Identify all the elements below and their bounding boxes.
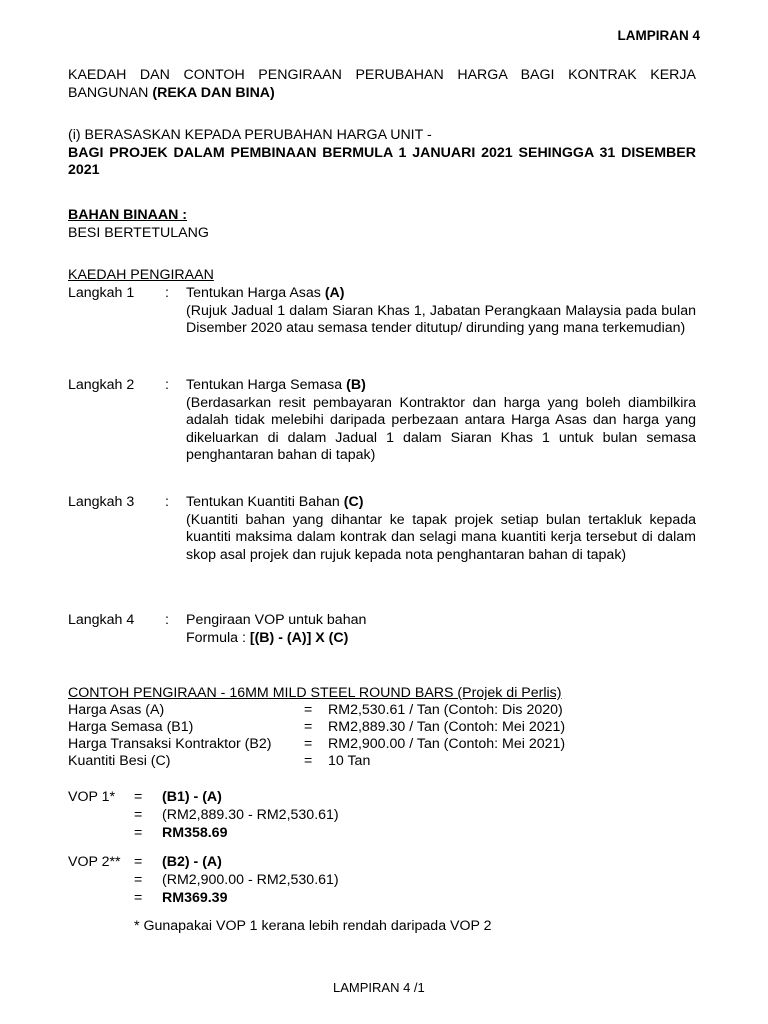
- example-equals: =: [304, 719, 313, 735]
- example-heading: CONTOH PENGIRAAN - 16MM MILD STEEL ROUND BARS (Projek di Perlis): [68, 685, 562, 701]
- vop-2-calculation: [68, 854, 696, 908]
- section-i: [68, 127, 696, 180]
- example-key: Harga Semasa (B1): [68, 719, 194, 735]
- section-i-line1: (i) BERASASKAN KEPADA PERUBAHAN HARGA UNIT -: [68, 127, 432, 143]
- step-1: [68, 285, 696, 338]
- vop-1-calculation: [68, 789, 696, 843]
- example-equals: =: [304, 702, 313, 718]
- step-formula: Formula : [(B) - (A)] X (C): [186, 629, 349, 646]
- example-key: Harga Transaksi Kontraktor (B2): [68, 736, 272, 752]
- vop-name: VOP 2**: [68, 854, 121, 870]
- step-label: Langkah 4: [68, 612, 135, 628]
- example-value: 10 Tan: [328, 753, 371, 769]
- title-bold: (REKA DAN BINA): [152, 84, 275, 101]
- step-2: [68, 377, 696, 465]
- vop-expression: (B1) - (A): [162, 789, 222, 805]
- vop-equals: =: [134, 890, 143, 906]
- step-3: [68, 494, 696, 564]
- example-row: [68, 719, 696, 737]
- vop-equals: =: [134, 789, 143, 805]
- title-text: KAEDAH DAN CONTOH PENGIRAAN PERUBAHAN HARGA BAGI KONTRAK KERJA BANGUNAN: [68, 67, 696, 101]
- step-label: Langkah 1: [68, 285, 135, 301]
- document-title: [68, 67, 696, 102]
- footnote: * Gunapakai VOP 1 kerana lebih rendah daripada VOP 2: [134, 918, 492, 934]
- vop-expression: (B2) - (A): [162, 854, 222, 870]
- step-detail: (Kuantiti bahan yang dihantar ke tapak projek setiap bulan tertakluk kepada kuantiti maksima dalam kontrak dan selagi mana kuantiti kerja tersebut di dalam skop asal projek dan rujuk kepada nota penghantaran bahan di tapak): [186, 511, 696, 563]
- material-value: BESI BERTETULANG: [68, 224, 209, 241]
- example-row: [68, 702, 696, 720]
- material-heading: BAHAN BINAAN :: [68, 207, 188, 223]
- vop-expression: (RM2,900.00 - RM2,530.61): [162, 872, 339, 888]
- method-heading: KAEDAH PENGIRAAN: [68, 267, 214, 283]
- step-title: Tentukan Harga Asas (A): [186, 285, 345, 301]
- step-label: Langkah 3: [68, 494, 135, 510]
- step-detail: (Rujuk Jadual 1 dalam Siaran Khas 1, Jabatan Perangkaan Malaysia pada bulan Disember 2020 atau semasa tender ditutup/ dirunding yang mana terkemudian): [186, 302, 696, 337]
- example-equals: =: [304, 753, 313, 769]
- vop-equals: =: [134, 854, 143, 870]
- step-title: Tentukan Kuantiti Bahan (C): [186, 494, 364, 510]
- step-title: Tentukan Harga Semasa (B): [186, 377, 366, 393]
- step-title: Pengiraan VOP untuk bahan: [186, 612, 367, 628]
- step-colon: :: [165, 494, 169, 510]
- step-colon: :: [165, 612, 169, 628]
- example-value: RM2,530.61 / Tan (Contoh: Dis 2020): [328, 702, 563, 718]
- step-detail: (Berdasarkan resit pembayaran Kontraktor dan harga yang boleh diambilkira adalah tidak melebihi daripada perbezaan antara Harga Asas dan harga yang dikeluarkan di dalam Jadual 1 dalam Siaran Khas 1 untuk bulan semasa penghantaran bahan di tapak): [186, 394, 696, 464]
- vop-equals: =: [134, 807, 143, 823]
- vop-result: RM358.69: [162, 825, 228, 841]
- page-header-lampiran: LAMPIRAN 4: [617, 28, 700, 43]
- example-row: [68, 736, 696, 754]
- step-4: [68, 612, 696, 647]
- vop-name: VOP 1*: [68, 789, 116, 805]
- example-equals: =: [304, 736, 313, 752]
- example-row: [68, 753, 696, 771]
- example-value: RM2,889.30 / Tan (Contoh: Mei 2021): [328, 719, 566, 735]
- page-footer: LAMPIRAN 4 /1: [333, 980, 425, 995]
- step-colon: :: [165, 377, 169, 393]
- vop-equals: =: [134, 872, 143, 888]
- section-i-line2: BAGI PROJEK DALAM PEMBINAAN BERMULA 1 JANUARI 2021 SEHINGGA 31 DISEMBER 2021: [68, 144, 696, 179]
- example-key: Kuantiti Besi (C): [68, 753, 171, 769]
- material-block: [68, 207, 696, 242]
- vop-equals: =: [134, 825, 143, 841]
- example-key: Harga Asas (A): [68, 702, 165, 718]
- example-value: RM2,900.00 / Tan (Contoh: Mei 2021): [328, 736, 566, 752]
- step-colon: :: [165, 285, 169, 301]
- vop-expression: (RM2,889.30 - RM2,530.61): [162, 807, 339, 823]
- vop-result: RM369.39: [162, 890, 228, 906]
- step-label: Langkah 2: [68, 377, 135, 393]
